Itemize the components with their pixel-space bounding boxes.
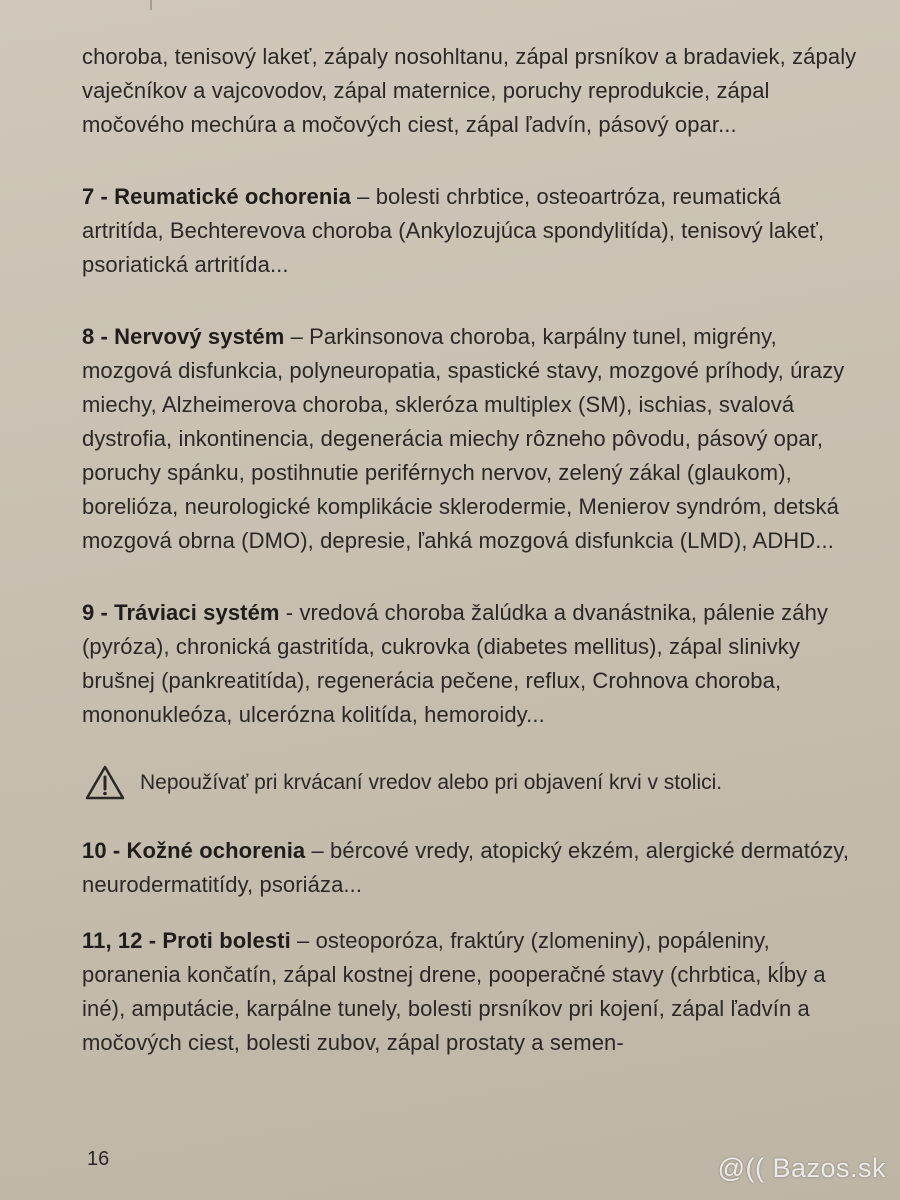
section-11-12-separator: – — [290, 928, 316, 953]
section-7 — [82, 180, 867, 282]
page-content — [82, 40, 867, 1060]
warning-triangle-icon — [84, 764, 126, 802]
section-7-heading: 7 - Reumatické ochorenia — [82, 184, 351, 209]
section-9-heading: 9 - Tráviaci systém — [82, 600, 280, 625]
page-top-mark — [150, 0, 152, 10]
section-9-body: vredová choroba žalúdka a dvanástnika, pálenie záhy (pyróza), chronická gastritída, cukrovka (diabetes mellitus), zápal slinivky brušnej (pankreatitída), regenerácia pečene, reflux, Crohnova choroba, mononukleóza, ulcerózna kolitída, hemoroidy... — [82, 600, 829, 727]
warning-text: Nepoužívať pri krvácaní vredov alebo pri objavení krvi v stolici. — [140, 771, 723, 794]
section-11-12-body: osteoporóza, fraktúry (zlomeniny), popáleniny, poranenia končatín, zápal kostnej drene, pooperačné stavy (chrbtica, kĺby a iné), amputácie, karpálne tunely, bolesti prsníkov pri kojení, zápal ľadvín a močových ciest, bolesti zubov, zápal prostaty a semen- — [82, 928, 826, 1055]
section-7-separator: – — [350, 184, 376, 209]
section-11-12 — [82, 924, 867, 1060]
section-8-heading: 8 - Nervový systém — [82, 324, 285, 349]
section-8-body: Parkinsonova choroba, karpálny tunel, migrény, mozgová disfunkcia, polyneuropatia, spastické stavy, mozgové príhody, úrazy miechy, Alzheimerova choroba, skleróza multiplex (SM), ischias, svalová dystrofia, inkontinencia, degenerácia miechy rôzneho pôvodu, pásový opar, poruchy spánku, postihnutie periférnych nervov, zelený zákal (glaukom), borelióza, neurologické komplikácie sklerodermie, Menierov syndróm, detská mozgová obrna (DMO), depresie, ľahká mozgová disfunkcia (LMD), ADHD... — [82, 324, 845, 553]
section-10 — [82, 834, 867, 902]
watermark: @(( Bazos.sk — [717, 1153, 886, 1183]
section-9-separator: - — [279, 600, 300, 625]
section-8-separator: – — [284, 324, 310, 349]
section-11-12-heading: 11, 12 - Proti bolesti — [82, 928, 291, 953]
section-9 — [82, 596, 867, 732]
section-10-body: bércové vredy, atopický ekzém, alergické dermatózy, neurodermatitídy, psoriáza... — [82, 838, 850, 897]
page-number: 16 — [87, 1148, 110, 1170]
section-10-separator: – — [305, 838, 331, 863]
intro-paragraph: choroba, tenisový lakeť, zápaly nosohltanu, zápal prsníkov a bradaviek, zápaly vaječníkov a vajcovodov, zápal maternice, poruchy reprodukcie, zápal močového mechúra a močových ciest, zápal ľadvín, pásový opar... — [82, 44, 857, 137]
section-7-body: bolesti chrbtice, osteoartróza, reumatická artritída, Bechterevova choroba (Ankylozujúca spondylitída), tenisový lakeť, psoriatická artritída... — [82, 184, 825, 277]
section-10-heading: 10 - Kožné ochorenia — [82, 838, 306, 863]
warning-note — [84, 764, 867, 802]
section-8 — [82, 320, 867, 558]
